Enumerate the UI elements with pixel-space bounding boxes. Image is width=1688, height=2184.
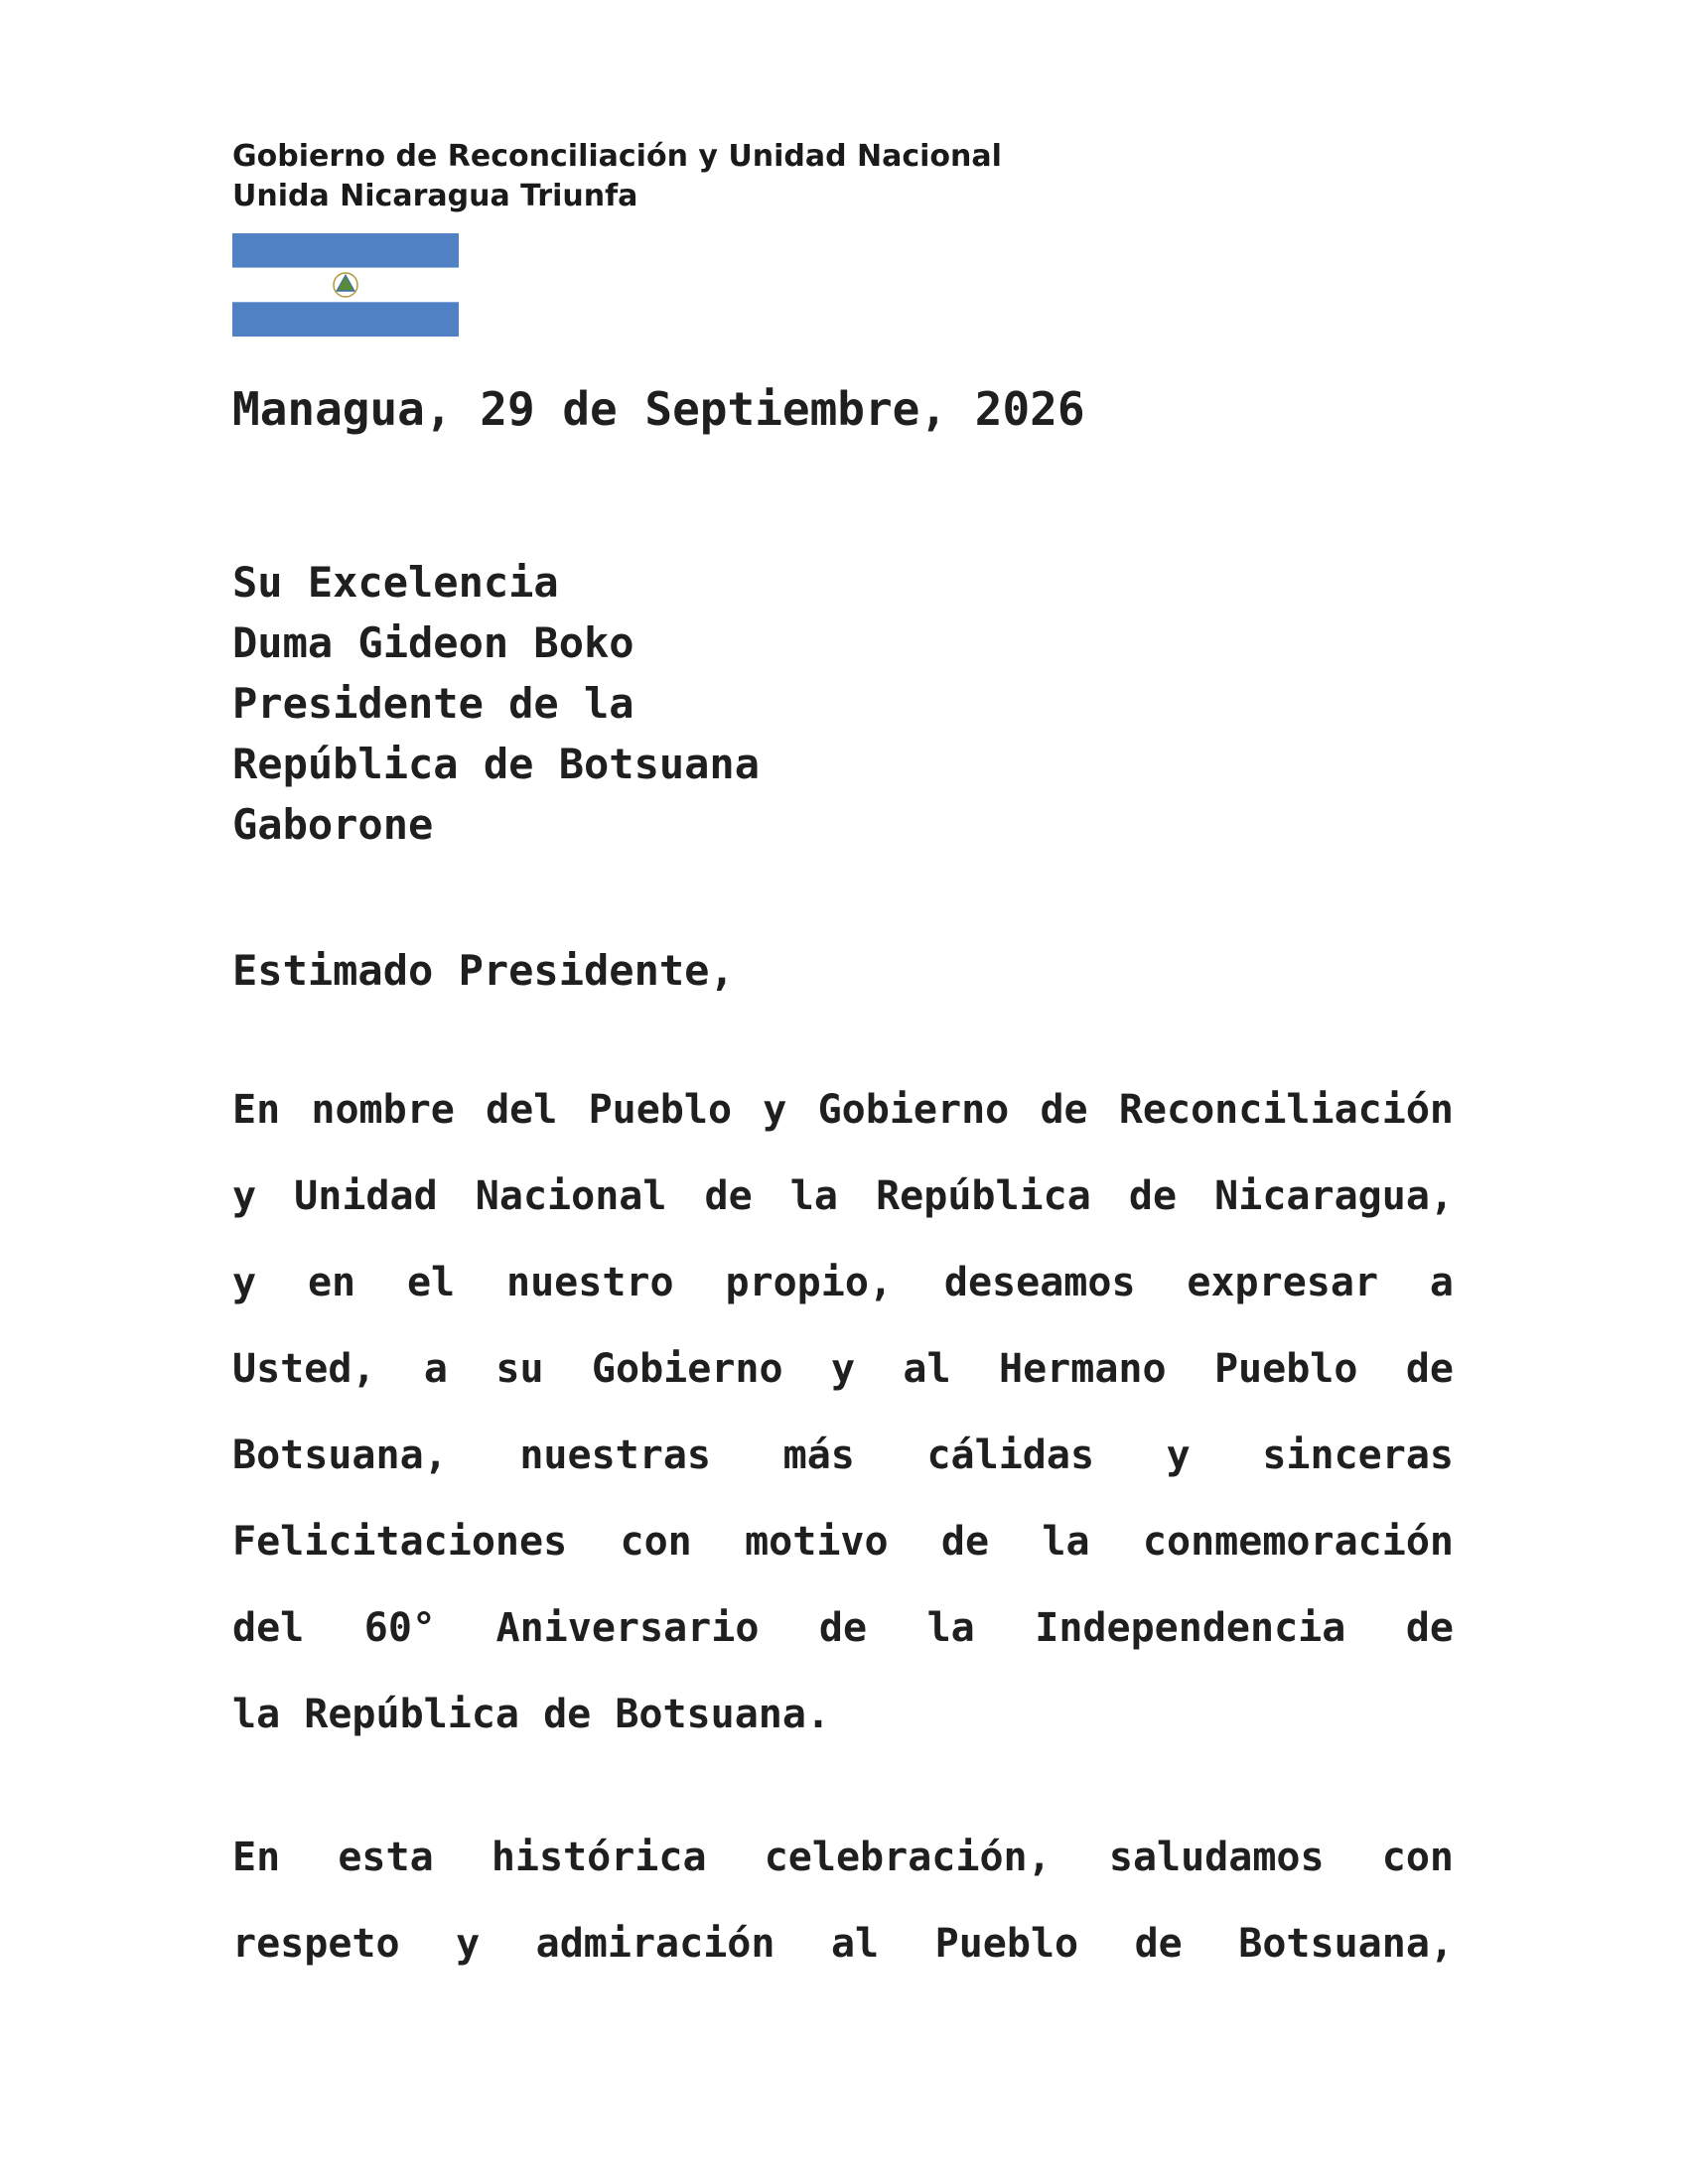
- recipient-line: Su Excelencia: [232, 558, 559, 607]
- letter-date: Managua, 29 de Septiembre, 2026: [232, 382, 1085, 436]
- letterhead-slogan: Unida Nicaragua Triunfa: [232, 179, 638, 213]
- flag-bottom-stripe: [232, 302, 459, 337]
- recipient-line: Presidente de la: [232, 679, 634, 728]
- body-line: Botsuana, nuestras más cálidas y sinceras: [232, 1433, 1454, 1478]
- body-paragraph: [232, 1815, 1454, 1987]
- recipient-line: Gaborone: [232, 800, 434, 849]
- recipient-line: República de Botsuana: [232, 740, 761, 788]
- flag-top-stripe: [232, 233, 459, 268]
- body-line: del 60° Aniversario de la Independencia de: [232, 1605, 1454, 1651]
- body-line: y en el nuestro propio, deseamos expresar a: [232, 1260, 1454, 1305]
- body-paragraph: [232, 1067, 1454, 1758]
- body-line: Usted, a su Gobierno y al Hermano Pueblo de: [232, 1346, 1454, 1392]
- body-line: respeto y admiración al Pueblo de Botsuana,: [232, 1921, 1454, 1967]
- body-line: y Unidad Nacional de la República de Nicaragua,: [232, 1173, 1454, 1219]
- salutation: Estimado Presidente,: [232, 946, 735, 995]
- body-line: Felicitaciones con motivo de la conmemoración: [232, 1519, 1454, 1565]
- letterhead-government-name: Gobierno de Reconciliación y Unidad Nacional: [232, 139, 1002, 174]
- recipient-line: Duma Gideon Boko: [232, 618, 634, 667]
- body-line: En esta histórica celebración, saludamos con: [232, 1835, 1454, 1880]
- letterhead: [232, 137, 1002, 216]
- body-line: En nombre del Pueblo y Gobierno de Reconciliación: [232, 1087, 1454, 1133]
- nicaragua-flag-icon: [232, 233, 459, 337]
- body-line: la República de Botsuana.: [232, 1692, 831, 1737]
- recipient-address: [232, 552, 760, 855]
